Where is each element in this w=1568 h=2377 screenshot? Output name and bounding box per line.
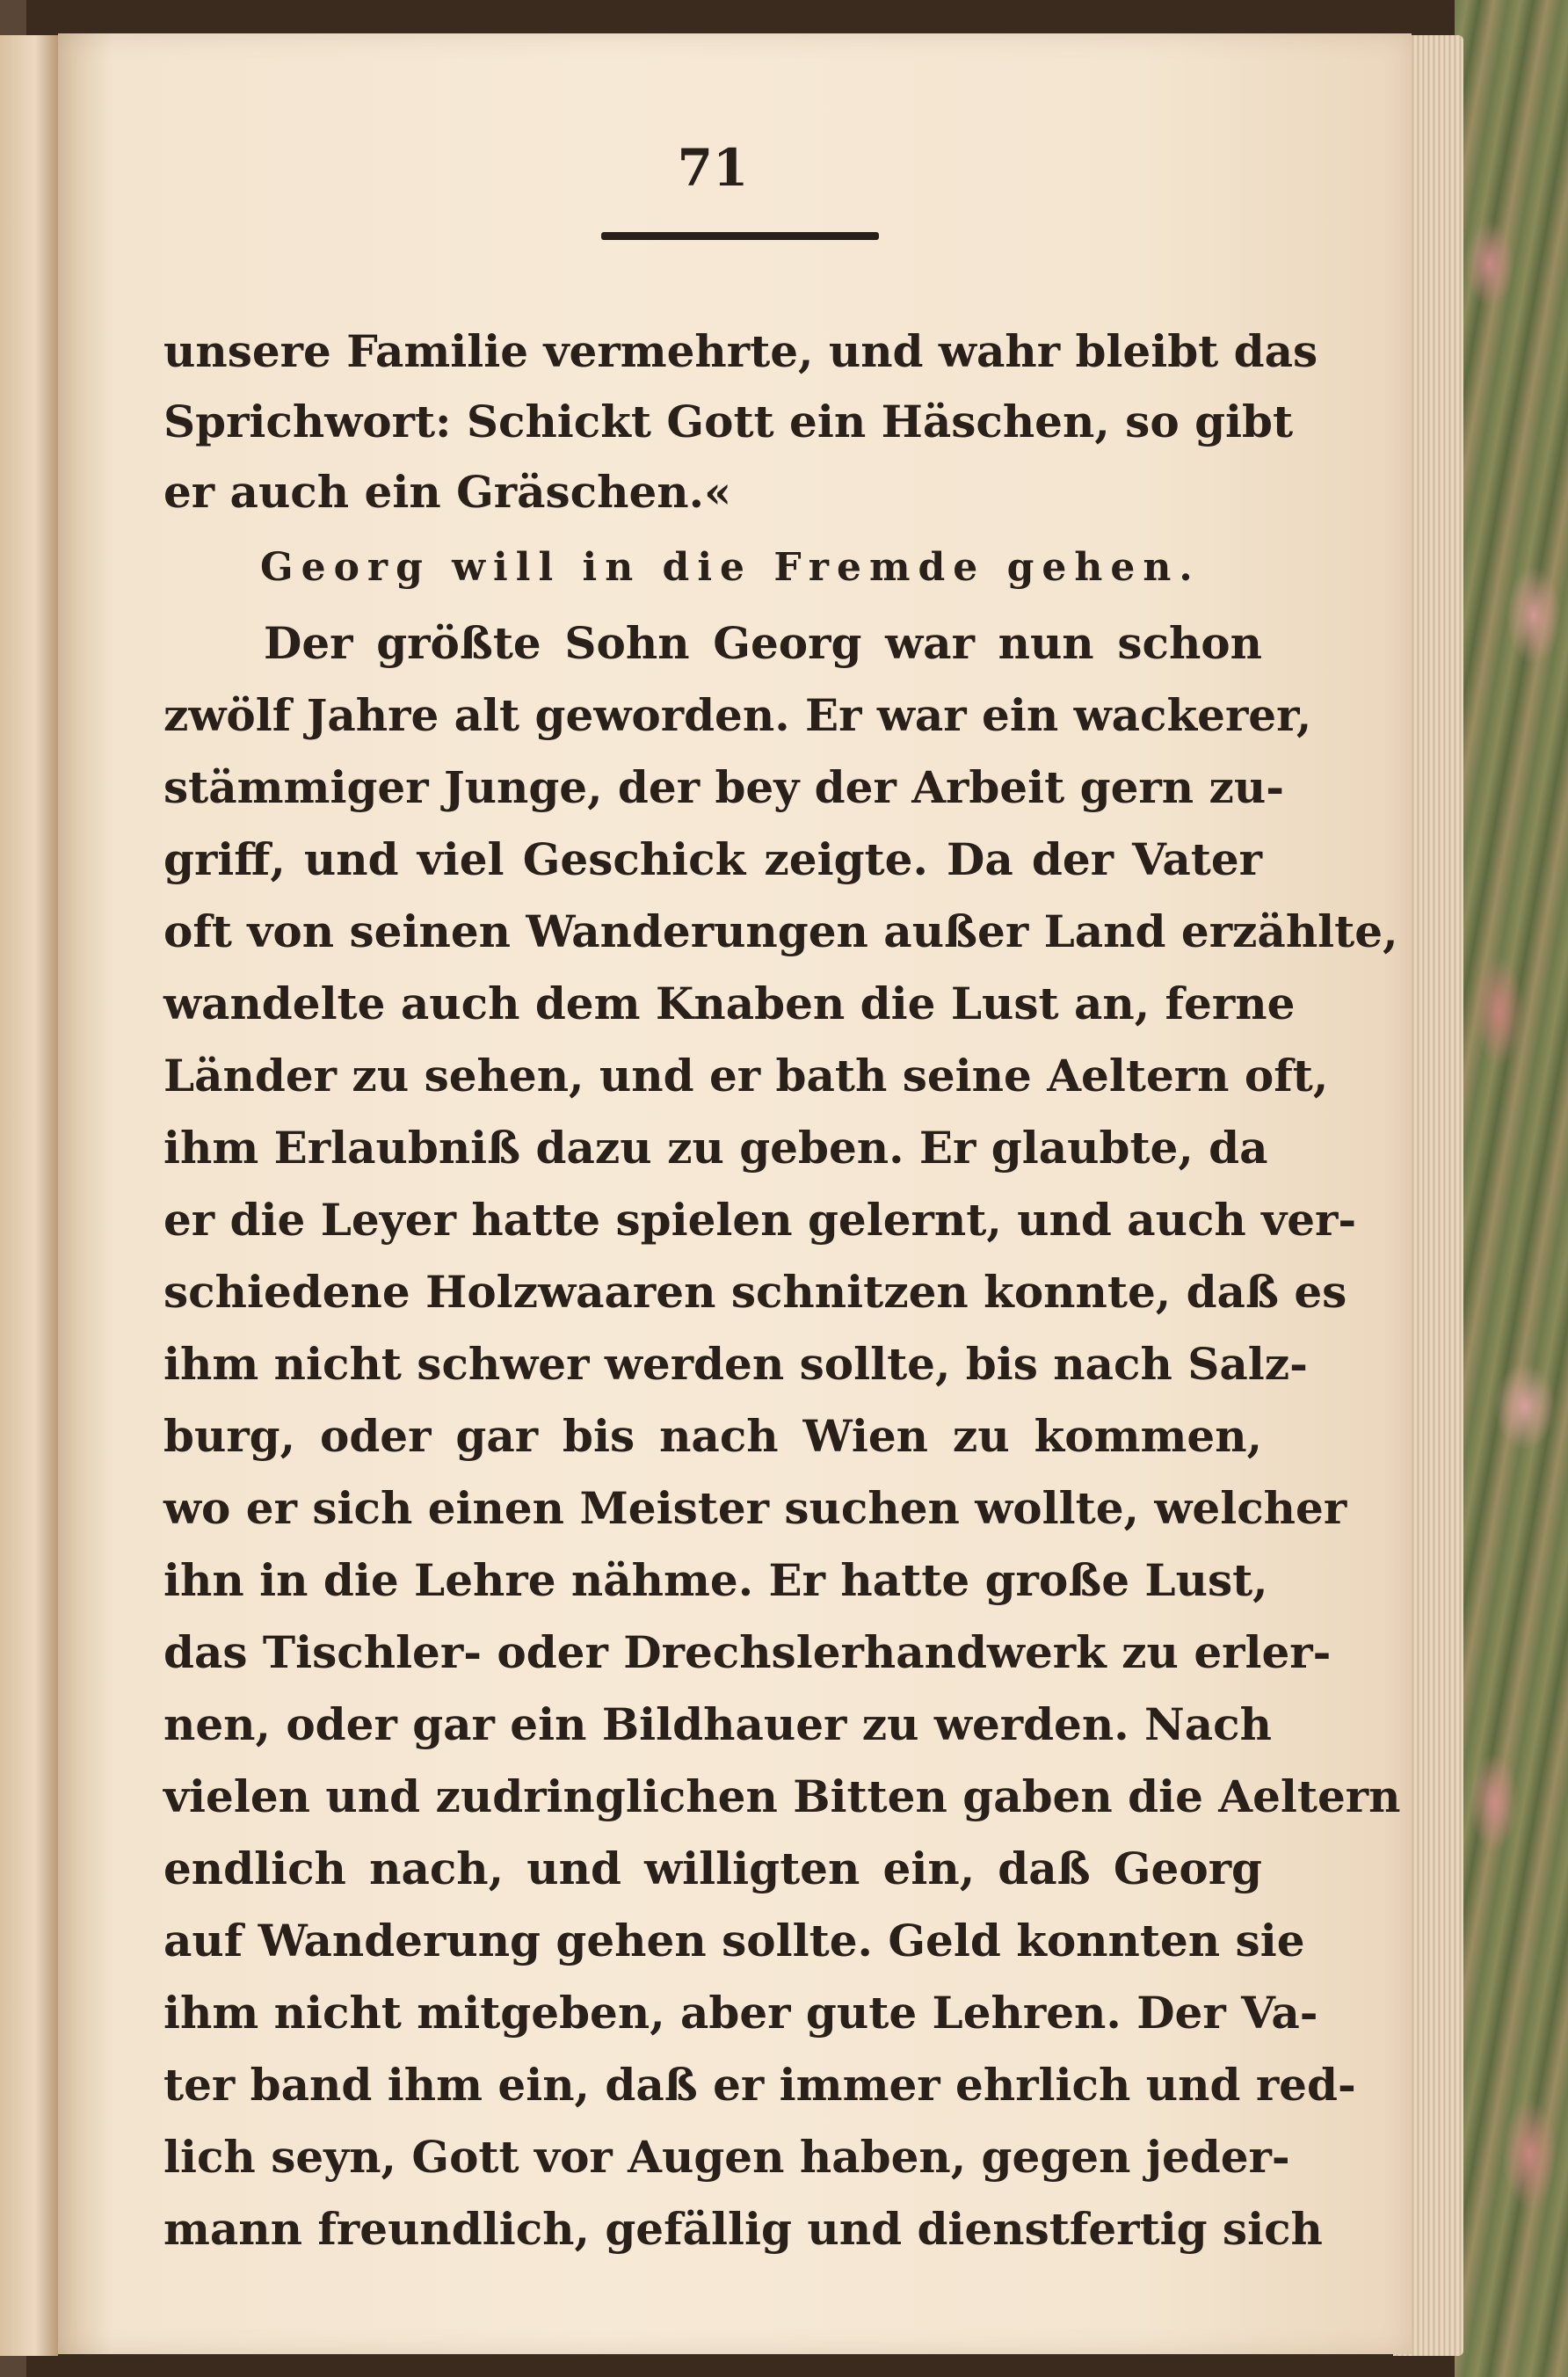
text-line: Länder zu sehen, und er bath seine Aeltern oft, — [163, 1050, 1329, 1101]
text-line: burg, oder gar bis nach Wien zu kommen, — [163, 1410, 1262, 1462]
page-number: 71 — [677, 138, 749, 198]
text-line: wandelte auch dem Knaben die Lust an, ferne — [163, 978, 1296, 1029]
text-line: ihm nicht mitgeben, aber gute Lehren. Der Va- — [163, 1987, 1318, 2039]
text-line: er die Leyer hatte spielen gelernt, und auch ver- — [163, 1194, 1357, 1246]
text-line: ihm nicht schwer werden sollte, bis nach Salz- — [163, 1338, 1308, 1390]
text-line: stämmiger Junge, der bey der Arbeit gern zu- — [163, 761, 1284, 813]
text-line: wo er sich einen Meister suchen wollte, welcher — [163, 1482, 1347, 1534]
text-line: ter band ihm ein, daß er immer ehrlich und red- — [163, 2059, 1356, 2111]
text-line: unsere Familie vermehrte, und wahr bleibt das — [163, 325, 1318, 377]
text-line: oft von seinen Wanderungen außer Land erzählte, — [163, 905, 1398, 957]
text-line: ihn in die Lehre nähme. Er hatte große Lust, — [163, 1554, 1268, 1606]
text-line: lich seyn, Gott vor Augen haben, gegen jeder- — [163, 2131, 1290, 2183]
text-line: Der größte Sohn Georg war nun schon — [264, 617, 1262, 669]
text-line: Sprichwort: Schickt Gott ein Häschen, so gibt — [163, 396, 1294, 447]
text-line: er auch ein Gräschen.« — [163, 466, 732, 518]
text-line: das Tischler- oder Drechslerhandwerk zu erler- — [163, 1626, 1332, 1678]
text-line: schiedene Holzwaaren schnitzen konnte, daß es — [163, 1266, 1347, 1318]
text-line: endlich nach, und willigten ein, daß Georg — [163, 1843, 1262, 1894]
header-rule — [601, 232, 879, 240]
marbled-cover — [1455, 0, 1568, 2377]
text-line: mann freundlich, gefällig und dienstfertig sich — [163, 2203, 1323, 2255]
text-line: nen, oder gar ein Bildhauer zu werden. Nach — [163, 1698, 1272, 1750]
left-facing-page — [0, 35, 58, 2356]
text-line: auf Wanderung gehen sollte. Geld konnten sie — [163, 1915, 1305, 1966]
section-heading: Georg will in die Fremde gehen. — [260, 545, 1201, 590]
book-page — [58, 33, 1412, 2354]
text-line: ihm Erlaubniß dazu zu geben. Er glaubte, da — [163, 1122, 1268, 1174]
text-line: vielen und zudringlichen Bitten gaben die Aeltern — [163, 1770, 1401, 1822]
text-line: griff, und viel Geschick zeigte. Da der Vater — [163, 833, 1262, 885]
text-line: zwölf Jahre alt geworden. Er war ein wackerer, — [163, 689, 1312, 741]
